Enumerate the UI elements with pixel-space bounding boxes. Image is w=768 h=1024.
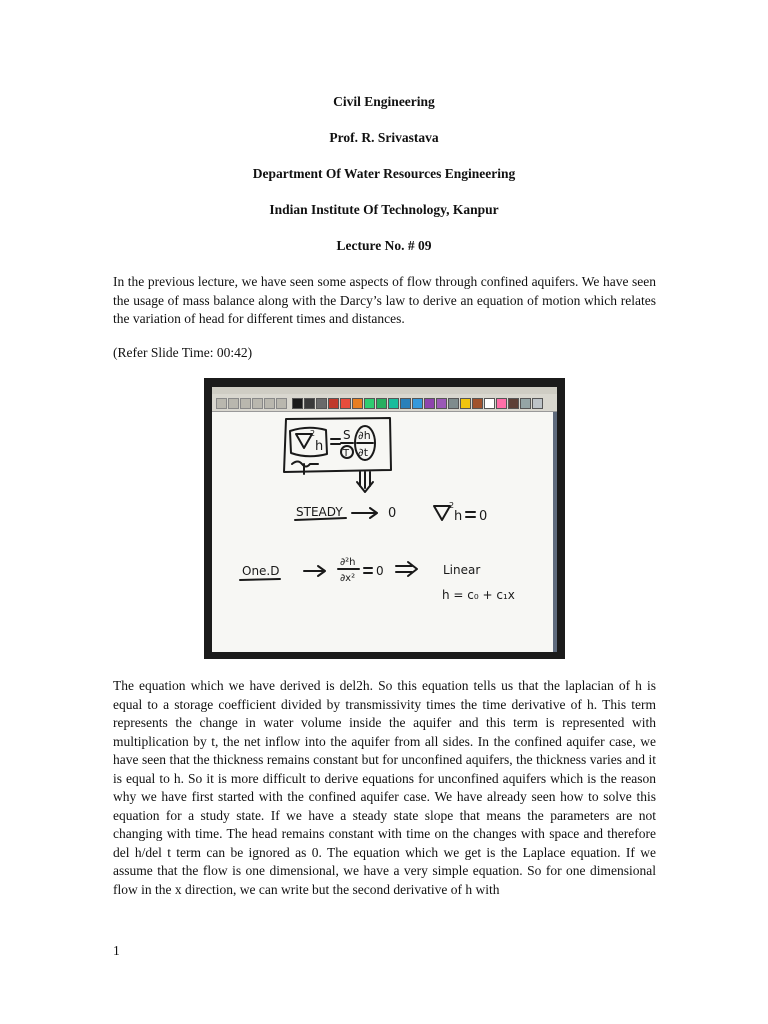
institute-name: Indian Institute Of Technology, Kanpur (269, 202, 499, 217)
color-swatch (400, 398, 411, 409)
page-number: 1 (113, 943, 120, 958)
svg-text:∂²h: ∂²h (340, 557, 356, 568)
svg-text:STEADY: STEADY (296, 505, 343, 519)
color-swatch (292, 398, 303, 409)
color-swatch (436, 398, 447, 409)
svg-text:∂h: ∂h (358, 429, 371, 442)
body-paragraph: The equation which we have derived is del2h. So this equation tells us that the laplacian of h is equal to a storage coefficient divided by transmissivity times the time derivative of h. This term represents the change in water volume inside the aquifer and this term is represented with multiplication by t, the net inflow into the aquifer from all sides. In the confined aquifer case, we have seen that the thickness remains constant but for unconfined aquifers, the thickness varies and it is equal to h. So it is more difficult to derive equations for unconfined aquifers which is the reason why we have first started with the confined aquifer case. We have already seen how to solve this equation for a study state. If we have a steady state slope that means the parameters are not changing with time. The head remains constant with time on the changes with space and therefore del h/del t term can be ignored as 0. The equation which we get is the Laplace equation. If we assume that the flow is one dimensional, we have a very simple equation. So for one dimensional flow in the x direction, we can write but the second derivative of h with (113, 678, 656, 897)
svg-text:2: 2 (449, 501, 455, 510)
svg-text:S: S (343, 428, 351, 442)
color-swatch (352, 398, 363, 409)
svg-text:0: 0 (479, 509, 488, 524)
svg-text:h = c₀ + c₁x: h = c₀ + c₁x (442, 588, 515, 602)
lecture-slide-image (204, 378, 565, 659)
color-swatch (484, 398, 495, 409)
svg-text:One.D: One.D (242, 564, 280, 578)
svg-text:T: T (343, 448, 350, 459)
whiteboard-canvas (212, 412, 557, 652)
color-swatch (376, 398, 387, 409)
color-swatch (340, 398, 351, 409)
slide-menubar (212, 387, 557, 394)
shape-tool-icon (252, 398, 263, 409)
color-swatch (304, 398, 315, 409)
color-swatch (460, 398, 471, 409)
color-swatch (508, 398, 519, 409)
handwritten-equations (212, 412, 553, 652)
slide-toolbar (212, 394, 557, 412)
professor-name: Prof. R. Srivastava (329, 130, 439, 145)
eraser-tool-icon (228, 398, 239, 409)
color-swatch (412, 398, 423, 409)
line-tool-icon (276, 398, 287, 409)
svg-text:∂x²: ∂x² (340, 573, 356, 584)
select-tool-icon (240, 398, 251, 409)
intro-paragraph: In the previous lecture, we have seen some aspects of flow through confined aquifers. We have seen the usage of mass balance along with the Darcy’s law to derive an equation of motion which relates the variation of head for different times and distances. (113, 274, 656, 326)
svg-text:∂t: ∂t (358, 446, 369, 459)
text-tool-icon (264, 398, 275, 409)
color-swatch (520, 398, 531, 409)
color-swatch (472, 398, 483, 409)
color-swatch (316, 398, 327, 409)
color-swatch (424, 398, 435, 409)
color-swatch (328, 398, 339, 409)
color-swatch (532, 398, 543, 409)
department-name: Department Of Water Resources Engineering (252, 166, 516, 181)
svg-text:h: h (454, 509, 463, 524)
course-title: Civil Engineering (333, 94, 435, 109)
svg-text:2: 2 (310, 429, 316, 438)
lecture-number: Lecture No. # 09 (336, 238, 432, 253)
color-swatch (364, 398, 375, 409)
svg-text:Linear: Linear (443, 563, 481, 577)
pen-tool-icon (216, 398, 227, 409)
svg-text:0: 0 (388, 506, 397, 521)
svg-text:h: h (315, 439, 324, 454)
refer-slide-time: (Refer Slide Time: 00:42) (113, 345, 253, 360)
svg-text:0: 0 (376, 564, 384, 578)
color-swatch (388, 398, 399, 409)
color-swatch (496, 398, 507, 409)
color-swatch (448, 398, 459, 409)
